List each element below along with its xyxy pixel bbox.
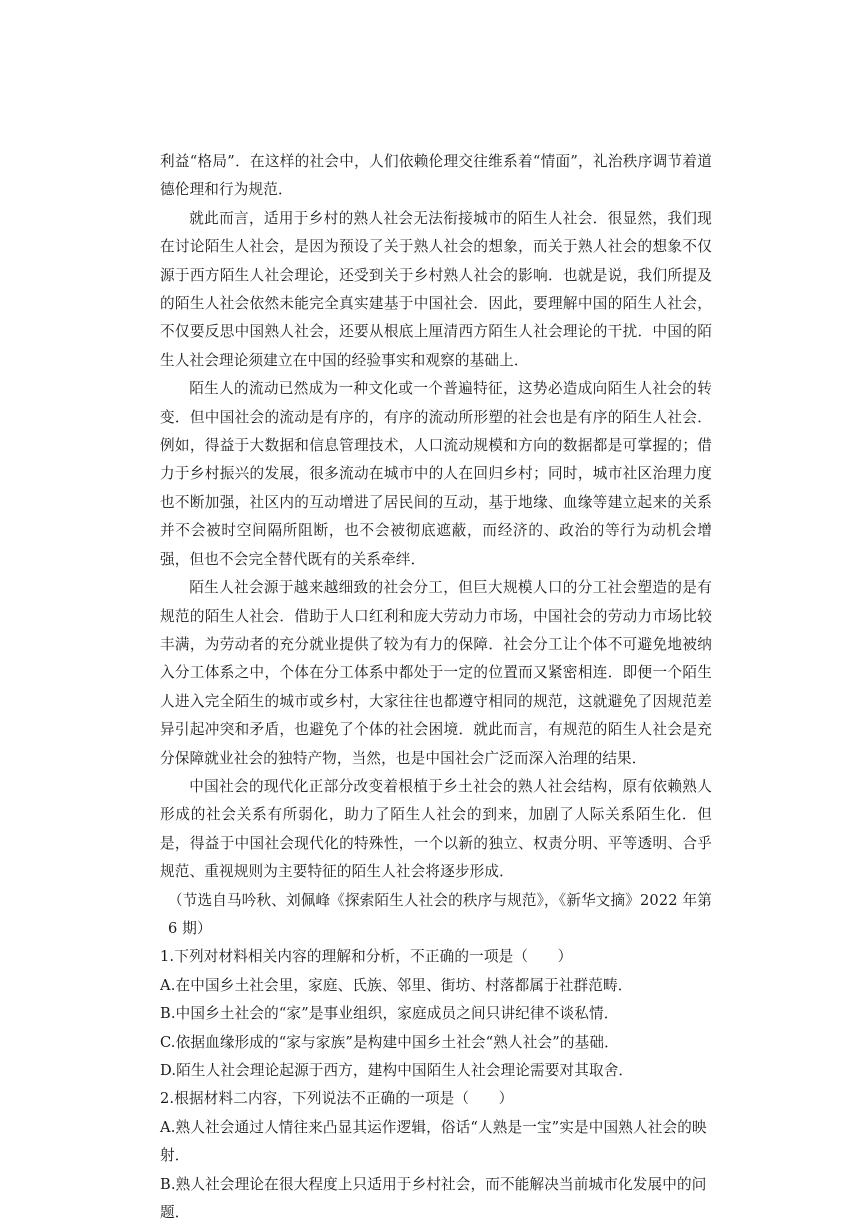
paragraph-5: 中国社会的现代化正部分改变着根植于乡土社会的熟人社会结构，原有依赖熟人形成的社会关系有所弱化，助力了陌生人社会的到来，加剧了人际关系陌生化．但是，得益于中国社会现代化的特殊性，一个以新的独立、权责分明、平等透明、合乎规范、重视规则为主要特征的陌生人社会将逐步形成． xyxy=(160,777,712,881)
question-1-option-b: B.中国乡土社会的“家”是事业组织，家庭成员之间只讲纪律不谈私情． xyxy=(160,1005,619,1023)
paragraph-continuation: 利益“格局”．在这样的社会中，人们依赖伦理交往维系着“情面”，礼治秩序调节着道德伦理和行为规范． xyxy=(160,153,712,199)
article-body xyxy=(160,148,712,1227)
question-1-option-c: C.依据血缘形成的“家与家族”是构建中国乡土社会“熟人社会”的基础． xyxy=(160,1033,619,1051)
question-1-option-a: A.在中国乡土社会里，家庭、氏族、邻里、街坊、村落都属于社群范畴． xyxy=(160,976,633,994)
question-2-stem: 2.根据材料二内容，下列说法不正确的一项是（ ） xyxy=(160,1090,514,1108)
question-1-option-d: D.陌生人社会理论起源于西方，建构中国陌生人社会理论需要对其取舍． xyxy=(160,1062,634,1079)
source-citation: （节选自马吟秋、刘佩峰《探索陌生人社会的秩序与规范》，《新华文摘》2022 年第 6 期） xyxy=(168,891,712,937)
paragraph-3: 陌生人的流动已然成为一种文化或一个普遍特征，这势必造成向陌生人社会的转变．但中国社会的流动是有序的，有序的流动所形塑的社会也是有序的陌生人社会．例如，得益于大数据和信息管理技术，人口流动规模和方向的数据都是可掌握的；借力于乡村振兴的发展，很多流动在城市中的人在回归乡村；同时，城市社区治理力度也不断加强，社区内的互动增进了居民间的互动，基于地缘、血缘等建立起来的关系并不会被时空间隔所阻断，也不会被彻底遮蔽，而经济的、政治的等行为动机会增强，但也不会完全替代既有的关系牵绊． xyxy=(160,380,712,568)
question-2-option-b: B.熟人社会理论在很大程度上只适用于乡村社会，而不能解决当前城市化发展中的问题． xyxy=(160,1175,707,1222)
paragraph-4: 陌生人社会源于越来越细致的社会分工，但巨大规模人口的分工社会塑造的是有规范的陌生人社会．借助于人口红利和庞大劳动力市场，中国社会的劳动力市场比较丰满，为劳动者的充分就业提供了较为有力的保障．社会分工让个体不可避免地被纳入分工体系之中，个体在分工体系中都处于一定的位置而又紧密相连．即便一个陌生人进入完全陌生的城市或乡村，大家往往也都遵守相同的规范，这就避免了因规范差异引起冲突和矛盾，也避免了个体的社会困境．就此而言，有规范的陌生人社会是充分保障就业社会的独特产物，当然，也是中国社会广泛而深入治理的结果． xyxy=(160,579,712,767)
question-1-stem: 1.下列对材料相关内容的理解和分析，不正确的一项是（ ） xyxy=(160,948,573,966)
paragraph-2: 就此而言，适用于乡村的熟人社会无法衔接城市的陌生人社会．很显然，我们现在讨论陌生人社会，是因为预设了关于熟人社会的想象，而关于熟人社会的想象不仅源于西方陌生人社会理论，还受到关于乡村熟人社会的影响．也就是说，我们所提及的陌生人社会依然未能完全真实建基于中国社会．因此，要理解中国的陌生人社会，不仅要反思中国熟人社会，还要从根底上厘清西方陌生人社会理论的干扰．中国的陌生人社会理论须建立在中国的经验事实和观察的基础上． xyxy=(160,209,712,369)
question-2-option-a: A.熟人社会通过人情往来凸显其运作逻辑，俗话“人熟是一宝”实是中国熟人社会的映射． xyxy=(160,1118,707,1165)
